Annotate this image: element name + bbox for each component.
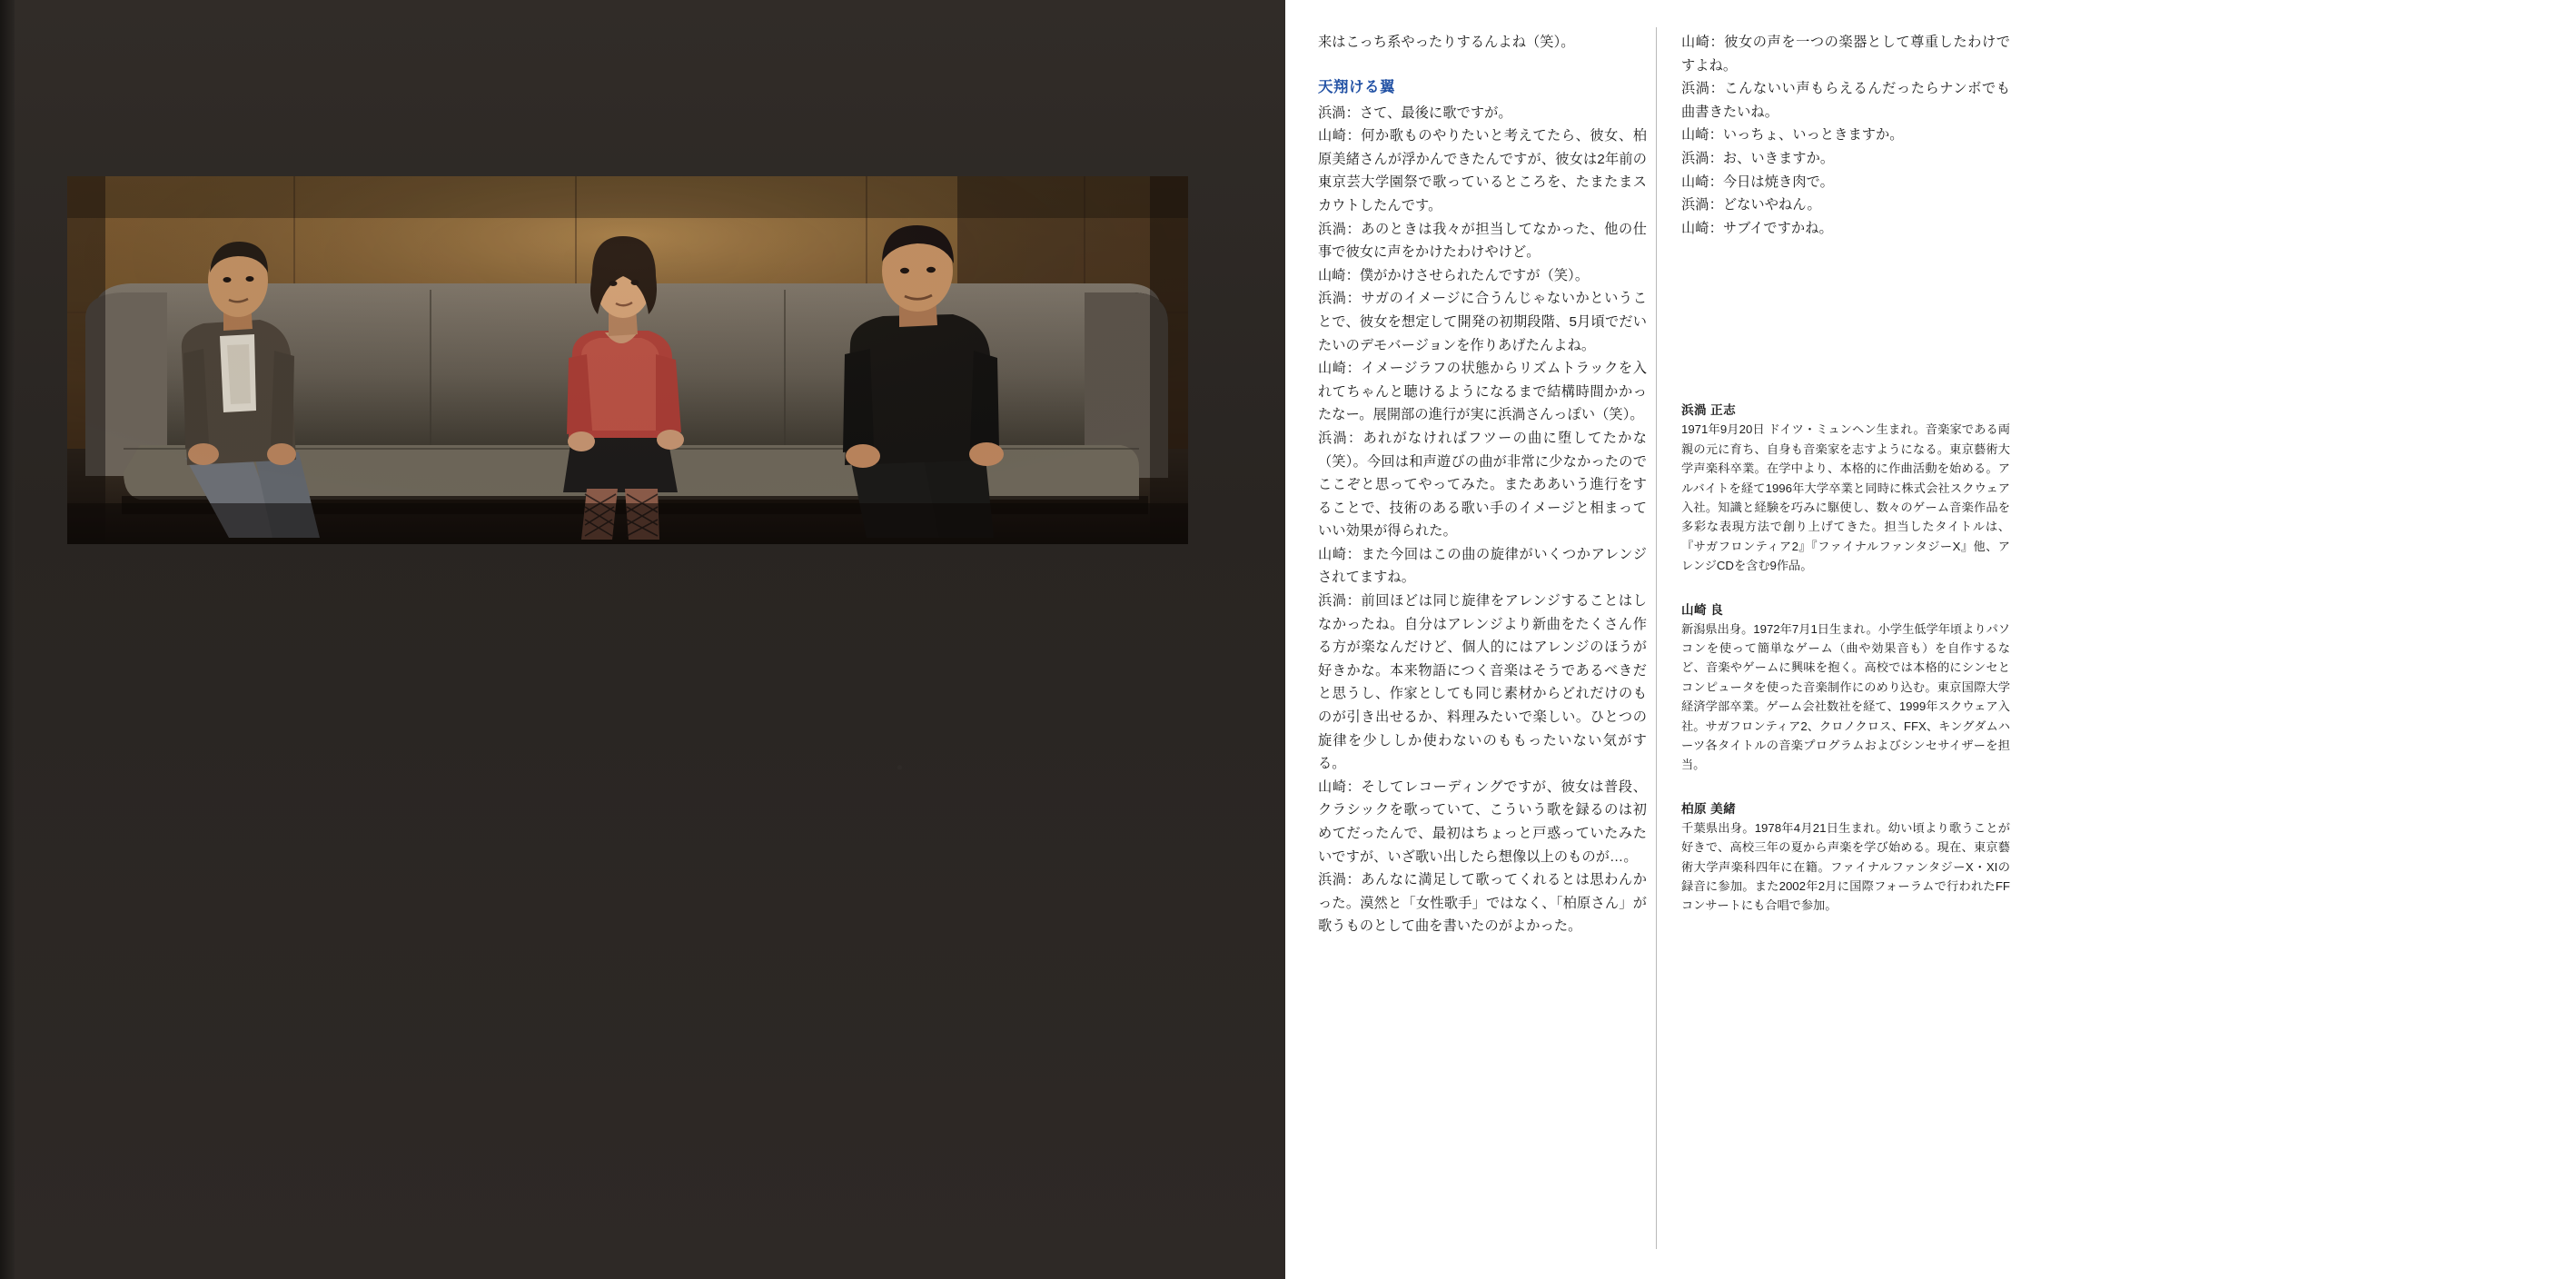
page-left-edge-shadow (0, 0, 15, 1279)
dialogue-line: 浜渦：前回ほどは同じ旋律をアレンジすることはしなかったね。自分はアレンジより新曲をたくさん作る方が楽なんだけど、個人的にはアレンジのほうが好きかな。本来物語につく音楽はそうであるべきだと思うし、作家としても同じ素材からどれだけのものが引き出せるか、料理みたいで楽しい。ひとつの旋律を少ししか使わないのももったいない気がする。 (1318, 593, 1647, 772)
dialogue-line: 山崎：イメージラフの状態からリズムトラックを入れてちゃんと聴けるようになるまで結構時間かかったなー。展開部の進行が実に浜渦さんっぽい（笑）。 (1318, 361, 1647, 423)
dialogue-line: 山崎：そしてレコーディングですが、彼女は普段、クラシックを歌っていて、こういう歌を録るのは初めてだったんで、最初はちょっと戸惑っていたみたいですが、いざ歌い出したら想像以上のものが…。 (1318, 778, 1647, 865)
dialogue-line: 浜渦：あんなに満足して歌ってくれるとは思わんかった。漠然と「女性歌手」ではなく、「柏原さん」が歌うものとして曲を書いたのがよかった。 (1318, 872, 1647, 935)
bio-hamauzu (1681, 400, 2010, 575)
dialogue-line: 浜渦：こんないい声もらえるんだったらナンボでも曲書きたいね。 (1681, 81, 2010, 120)
bio-yamazaki (1681, 600, 2010, 775)
dialogue-line: 浜渦：どないやねん。 (1681, 197, 1821, 213)
dialogue-line: 山崎：サブイですかね。 (1681, 220, 1833, 236)
right-text-page (1285, 0, 2576, 1279)
bio-text: 千葉県出身。1978年4月21日生まれ。幼い頃より歌うことが好きで、高校三年の夏から声楽を学び始める。現在、東京藝術大学声楽科四年に在籍。ファイナルファンタジーX・XIの録音に参加。また2002年2月に国際フォーラムで行われたFFコンサートにも合唱で参加。 (1681, 820, 2010, 913)
three-people-on-sofa-photo (67, 176, 1188, 544)
text-column-1 (1318, 31, 1647, 938)
column-spacer (1681, 240, 2010, 376)
dialogue-line: 浜渦：さて、最後に歌ですが。 (1318, 104, 1512, 121)
dialogue-line: 浜渦：あのときは我々が担当してなかった、他の仕事で彼女に声をかけたわけやけど。 (1318, 221, 1647, 261)
text-column-2 (1681, 31, 2010, 916)
bio-name: 柏原 美緒 (1681, 801, 1737, 816)
dialogue-line: 山崎：今日は焼き肉で。 (1681, 174, 1834, 190)
dialogue-line: 山崎：いっちょ、いっときますか。 (1681, 127, 1904, 144)
left-photo-page (0, 0, 1285, 1279)
paragraph-top: 来はこっち系やったりするんよね（笑）。 (1318, 35, 1575, 50)
dialogue-line: 浜渦：あれがなければフツーの曲に堕してたかな（笑）。今回は和声遊びの曲が非常に少なかったのでここぞと思ってやってみた。またああいう進行をすることで、技術のある歌い手のイメージと相まっていい効果が得られた。 (1318, 430, 1647, 540)
bio-kashiwabara (1681, 798, 2010, 916)
dialogue-line: 浜渦：お、いきますか。 (1681, 150, 1835, 166)
bio-name: 山崎 良 (1681, 602, 1724, 617)
bio-text: 新潟県出身。1972年7月1日生まれ。小学生低学年頃よりパソコンを使って簡単なゲーム（曲や効果音も）を自作するなど、音楽やゲームに興味を抱く。高校では本格的にシンセとコンピュータを使った音楽制作にのめり込む。東京国際大学経済学部卒業。ゲーム会社数社を経て、1999年スクウェア入社。サガフロンティア2、クロノクロス、FFX、キングダムハーツ各タイトルの音楽プログラムおよびシンセサイザーを担当。 (1681, 621, 2010, 772)
section-heading-amakakeru-tsubasa: 天翔ける翼 (1318, 78, 1395, 95)
column-divider (1656, 27, 1657, 1249)
bio-text: 1971年9月20日 ドイツ・ミュンヘン生まれ。音楽家である両親の元に育ち、自身も音楽家を志すようになる。東京藝術大学声楽科卒業。在学中より、本格的に作曲活動を始める。アルバイトを経て1996年大学卒業と同時に株式会社スクウェア入社。知識と経験を巧みに駆使し、数々のゲーム音楽作品を多彩な表現方法で創り上げてきた。担当したタイトルは、『サガフロンティア2』『ファイナルファンタジーX』他、アレンジCDを含む9作品。 (1681, 422, 2010, 573)
dialogue-line: 山崎：何か歌ものやりたいと考えてたら、彼女、柏原美緒さんが浮かんできたんですが、彼女は2年前の東京芸大学園祭で歌っているところを、たまたまスカウトしたんです。 (1318, 128, 1647, 213)
dialogue-line: 浜渦：サガのイメージに合うんじゃないかということで、彼女を想定して開発の初期段階、5月頃でだいたいのデモバージョンを作りあげたんよね。 (1318, 291, 1647, 353)
photo-content (67, 176, 1188, 544)
photo-illustration (67, 176, 1188, 544)
dialogue-line: 山崎：また今回はこの曲の旋律がいくつかアレンジされてますね。 (1318, 546, 1647, 586)
dialogue-line: 山崎：僕がかけさせられたんですが（笑）。 (1318, 267, 1590, 283)
dialogue-line: 山崎：彼女の声を一つの楽器として尊重したわけですよね。 (1681, 35, 2010, 74)
bio-name: 浜渦 正志 (1681, 403, 1737, 418)
